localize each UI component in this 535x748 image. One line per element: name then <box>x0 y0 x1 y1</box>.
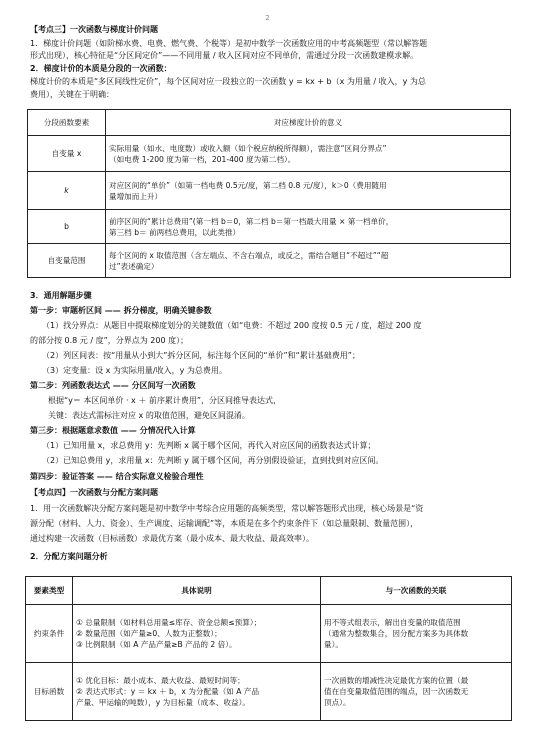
paragraph-line: 1．用一次函数解决分配方案问题是初中数学中考综合应用题的高频类型，常以解答题形式出现，核心场景是“资 <box>30 504 424 513</box>
page-number: 2 <box>265 14 270 22</box>
paragraph-line: 源分配（材料、人力、资金）、生产调度、运输调配”等，本质是在多个约束条件下（如总量限制、数量范围）， <box>30 519 419 528</box>
paragraph-line: 的部分按 0.8 元 / 度”，分界点为 200 度）； <box>30 336 189 345</box>
paragraph-line: 费用），关键在于明确： <box>30 90 114 99</box>
table-cell-line: 前序区间的“累计总费用”(第一档 b＝0，第二档 b＝第一档最大用量 × 第一档单价， <box>109 216 394 226</box>
step-heading: 第一步：审题析区间 —— 拆分梯度，明确关键参数 <box>30 306 212 315</box>
paragraph-line: （1）找分界点：从题目中提取梯度划分的关键数值（如“电费：不超过 200 度按 0.5 元 / 度，超过 200 度 <box>42 321 422 330</box>
table-cell-line: 第三档 b＝ 前两档总费用，以此类推） <box>109 227 241 237</box>
table-row <box>28 136 511 172</box>
table-cell-line: 顶点）。 <box>324 698 351 707</box>
paragraph-line: 形式出现），核心特征是“分区间定价”——不同用量 / 收入区间对应不同单价，需通过分段一次函数建模求解。 <box>30 51 419 60</box>
paragraph-line: （2）已知总费用 y，求用量 x：先判断 y 属于哪个区间，再分别假设验证，直到找到对应区间。 <box>42 456 384 465</box>
paragraph-line: 1．梯度计价问题（如阶梯水费、电费、燃气费、个税等）是初中数学一次函数应用的中考高频题型（常以解答题 <box>30 39 428 48</box>
paragraph-line: 通过构建一次函数（目标函数）求最优方案（最小成本、最大收益、最高效率）。 <box>30 534 314 543</box>
step-heading: 第二步：列函数表达式 —— 分区间写一次函数 <box>30 381 196 390</box>
table-row <box>28 172 511 210</box>
step-heading: 第四步：验证答案 —— 结合实际意义检验合理性 <box>30 472 204 481</box>
table-cell-line: （通常为整数集合，因分配方案多为具体数 <box>324 629 469 638</box>
table-cell-line: 实际用量（如水、电度数）或收入额（如个税应纳税所得额），需注意“区间分界点” <box>109 143 387 153</box>
step-heading: 第三步：根据题意求数值 —— 分情况代入计算 <box>30 426 196 435</box>
table-row <box>28 210 511 244</box>
section-title-kd3: 【考点三】一次函数与梯度计价问题 <box>30 25 158 34</box>
paragraph-line: （1）已知用量 x，求总费用 y：先判断 x 属于哪个区间，再代入对应区间的函数表达式计算； <box>42 441 376 450</box>
table-allocation-analysis <box>25 576 512 721</box>
paragraph-line: 根据“y＝ 本区间单价 · x ＋ 前序累计费用”，分区间推导表达式， <box>48 396 282 405</box>
table-cell-line: ③ 比例限制（如 A 产品产量≥B 产品的 2 倍）。 <box>76 640 237 649</box>
subheading: 2．梯度计价的本质是分段的一次函数： <box>30 64 172 73</box>
table-cell-line: 值在自变量取值范围的端点，因一次函数无 <box>324 687 469 696</box>
table-cell-line: 用不等式组表示，解出自变量的取值范围 <box>324 618 461 627</box>
table-cell-line: 过”表述确定） <box>109 261 159 271</box>
table-cell-line: 量）。 <box>324 640 343 649</box>
table-header: 分段函数要素 <box>28 110 106 136</box>
table-cell-key: 自变量 x <box>28 136 106 172</box>
table-row <box>26 663 512 721</box>
table-cell-line: ② 数量范围（如产量≥0、人数为正整数）； <box>76 629 222 638</box>
paragraph-line: 梯度计价的本质是“多区间线性定价”，每个区间对应一段独立的一次函数 y = kx + b（x 为用量 / 收入，y 为总 <box>30 77 426 86</box>
table-row <box>28 244 511 278</box>
table-piecewise-elements <box>27 109 511 278</box>
table-cell-line: 每个区间的 x 取值范围（含左端点、不含右端点，或反之，需结合题目“不超过”“超 <box>109 250 389 260</box>
table-cell-line: 产量、甲运输的吨数），y 为目标量（成本、收益）。 <box>76 698 250 707</box>
paragraph-line: 关键：表达式需标注对应 x 的取值范围，避免区间混淆。 <box>48 411 250 420</box>
paragraph-line: （3）定变量：设 x 为实际用量/收入，y 为总费用。 <box>42 366 227 375</box>
table-cell-line: 一次函数的增减性决定最优方案的位置（最 <box>324 676 469 685</box>
table-cell-line: 对应区间的“单价”（如第一档电费 0.5元/度，第二档 0.8 元/度），k＞0（费用随用 <box>109 180 387 190</box>
table-cell-line: ② 表达式形式：y ＝ kx ＋ b，x 为分配量（如 A 产品 <box>76 687 260 696</box>
subheading: 2．分配方案问题分析 <box>30 552 108 561</box>
table-header: 对应梯度计价的意义 <box>106 110 511 136</box>
table-cell-key: b <box>28 210 106 244</box>
table-header: 与一次函数的关联 <box>321 577 512 605</box>
table-cell-key: 目标函数 <box>26 663 73 721</box>
table-header: 具体说明 <box>73 577 321 605</box>
table-header: 要素类型 <box>26 577 73 605</box>
table-cell-key: k <box>28 172 106 210</box>
table-cell-key: 自变量范围 <box>28 244 106 278</box>
table-cell-line: ① 总量限制（如材料总用量≤库存、资金总额≤预算）； <box>76 618 262 627</box>
table-cell-line: 量增加而上升） <box>109 191 163 201</box>
table-row <box>26 605 512 663</box>
table-cell-line: （如电费 1-200 度为第一档，201-400 度为第二档）。 <box>109 154 296 164</box>
table-cell-line: ① 优化目标：最小成本、最大收益、最短时间等； <box>76 676 245 685</box>
subheading: 3．通用解题步骤 <box>30 291 92 300</box>
section-title-kd4: 【考点四】一次函数与分配方案问题 <box>30 488 158 497</box>
paragraph-line: （2）列区间表：按“用量从小到大”拆分区间，标注每个区间的“单价”和“累计基础费用”； <box>42 351 360 360</box>
table-cell-key: 约束条件 <box>26 605 73 663</box>
